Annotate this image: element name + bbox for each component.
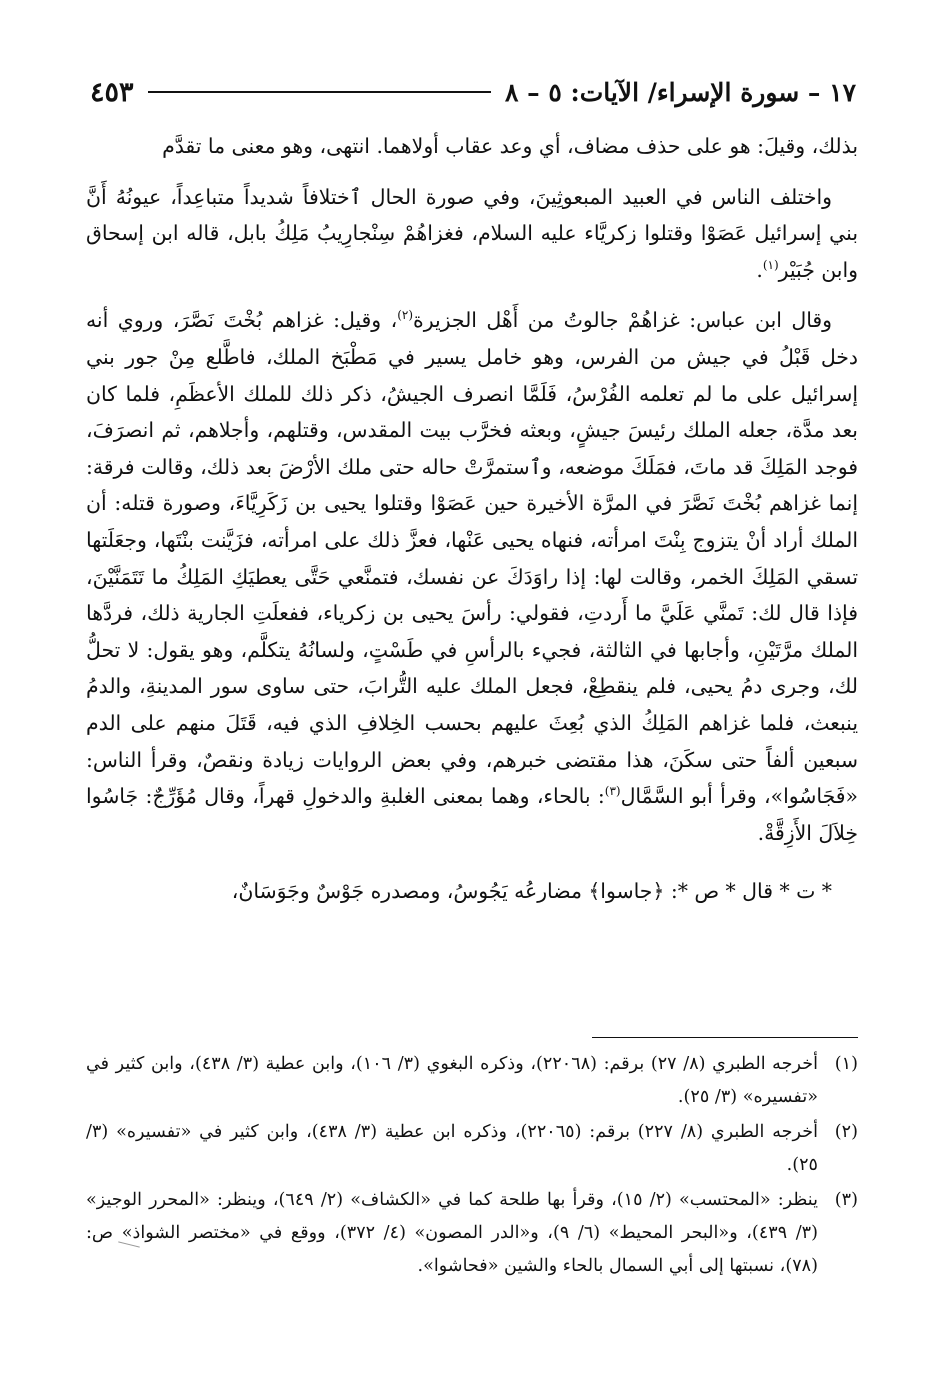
header-rule — [148, 91, 491, 93]
paragraph-text: بذلك، وقيلَ: هو على حذف مضاف، أي وعد عقاب أولاهما. انتهى، وهو معنى ما تقدَّم — [162, 134, 858, 158]
page-number: ٤٥٣ — [90, 76, 134, 108]
footnote-ref[interactable]: (٣) — [604, 784, 621, 799]
footnote-number: (٢) — [834, 1122, 858, 1142]
footnotes — [86, 1048, 858, 1285]
paragraph-text: * ت * قال * ص *: ﴿جاسوا﴾ مضارعُه يَجُوسُ، ومصدره جَوْسٌ وجَوَسَانٌ، — [231, 879, 832, 904]
footnote-text: أخرجه الطبري (٨/ ٢٢٧) برقم: (٢٢٠٦٥)، وذكره ابن عطية (٣/ ٤٣٨)، وابن كثير في «تفسيره» (٣/ ٢٥). — [86, 1122, 818, 1175]
footnote-separator — [592, 1037, 858, 1038]
footnote-ref[interactable]: (١) — [762, 257, 779, 272]
footnote-2 — [86, 1116, 858, 1182]
body-text — [86, 128, 858, 910]
footnote-number: (٣) — [834, 1190, 858, 1210]
paragraph-commentary — [86, 873, 858, 910]
footnote-3 — [86, 1184, 858, 1283]
paragraph-text: : بالحاء، وهما بمعنى الغلبةِ والدخولِ قهراً، وقال مُؤَرِّجٌ: جَاسُوا خِلاَلَ الأَزِقَّةْ. — [86, 784, 858, 845]
running-header — [90, 72, 856, 112]
footnote-ref[interactable]: (٢) — [397, 308, 414, 323]
footnote-number: (١) — [834, 1054, 858, 1074]
footnote-text: ينظر: «المحتسب» (٢/ ١٥)، وقرأ بها طلحة كما في «الكشاف» (٢/ ٦٤٩)، وينظر: «المحرر الوجيز» (٣/ ٤٣٩)، و«البحر المحيط» (٦/ ٩)، و«الدر المصون» (٤/ ٣٧٢)، ووقع في «مختصر الشواذ» ص: (٧٨)، نسبتها إلى أبي السمال بالحاء والشين «فحاشوا». — [86, 1190, 818, 1276]
paragraph-disagreement: واختلف الناس في العبيد المبعوثِينَ، وفي صورة الحال ٱختلافاً شديداً متباعِداً، عيونُهُ أَنَّ بني إسرائيل عَصَوْا وقتلوا زكريَّاء عليه السلام، فغزاهُمْ سِنْجارِيبُ مَلِكُ بابل، قاله ابن إسحاق وابن جُبَيْر$^{(١)}$. — [86, 184, 858, 282]
paragraph-text: وقال ابن عباس: غزاهُمْ جالوتُ من أَهْل الجزيرة — [413, 308, 833, 333]
footnote-text: أخرجه الطبري (٨/ ٢٧) برقم: (٢٢٠٦٨)، وذكره البغوي (٣/ ١٠٦)، وابن عطية (٣/ ٤٣٨)، وابن كثير في «تفسيره» (٣/ ٢٥). — [86, 1054, 818, 1107]
paragraph-continuation — [86, 128, 858, 165]
paragraph-text: ، وقيل: غزاهم بُخْتَ نَصَّرَ، وروي أنه دخل قَبْلُ في جيش من الفرس، وهو خامل يسير في مَطْبَخ الملك، فاطَّلع مِنْ جور بني إسرائيل على ما لم تعلمه الفُرْسُ، فَلَمَّا انصرف الجيشُ، ذكر ذلك للملك الأعظَمِ، فلما كان بعد مدَّة، جعله الملك رئيسَ جيشٍ، وبعثه فخرَّب بيت المقدس، وقتلهم، وأجلاهم، ثم انصرَفَ، فوجد المَلِكَ قد ماتَ، فمَلَكَ موضعه، وٱستمرَّتْ حاله حتى ملك الأرْضَ بعد ذلك، وقالت فرقة: إنما غزاهم بُخْتَ نَصَّرَ في المرَّة الأخيرة حين عَصَوْا وقتلوا يحيى بن زَكَرِيَّاءَ، وصورة قتله: أن الملك أراد أنْ يتزوج بِنْتَ امرأته، فنهاه يحيى عَنْها، فعزَّ ذلك على امرأته، فزَيَّنت بنْتَها، وجعَلَتها تسقي المَلِكَ الخمر، وقالت لها: إذا راوَدَكَ عن نفسك، فتمنَّعي حَتَّى يعطيَكِ المَلِكُ ما تَتَمَنَّيْنَ، فإذا قال لك: تَمنَّي عَلَيَّ ما أَردتِ، فقولي: رأسَ يحيى بن زكرياء، ففعلَتِ الجارية ذلك، فردَّها الملك مرَّتَيْنِ، وأجابها في الثالثة، فجيء بالرأسِ في طَسْتٍ، ولسانُهُ يتكلَّم، وهو يقول: لا تحلُّ لك، وجرى دمُ يحيى، فلم ينقطِعْ، فجعل الملك عليه التُّرابَ، حتى ساوى سور المدينةِ، والدمُ ينبعث، فلما غزاهم المَلِكُ الذي بُعِثَ عليهم بحسب الخِلافِ الذي فيه، قَتَلَ منهم على الدم سبعين ألفاً حتى سكَنَ، هذا مقتضى خبرهم، وفي بعض الروايات زيادة ونقصٌ، وقرأ الناس: «فَجَاسُوا»، وقرأ أبو السَّمَّال — [86, 308, 858, 809]
paragraph-text: واختلف الناس في العبيد المبعوثِينَ، وفي صورة الحال ٱختلافاً شديداً متباعِداً، عيونُهُ أَنَّ بني إسرائيل عَصَوْا وقتلوا زكريَّاء عليه السلام، فغزاهُمْ سِنْجارِيبُ مَلِكُ بابل، قاله ابن إسحاق وابن جُبَيْر — [86, 184, 858, 282]
chapter-title: ١٧ – سورة الإسراء/ الآيات: ٥ – ٨ — [504, 77, 856, 107]
footnote-1 — [86, 1048, 858, 1114]
paragraph-ibn-abbas — [86, 302, 858, 851]
